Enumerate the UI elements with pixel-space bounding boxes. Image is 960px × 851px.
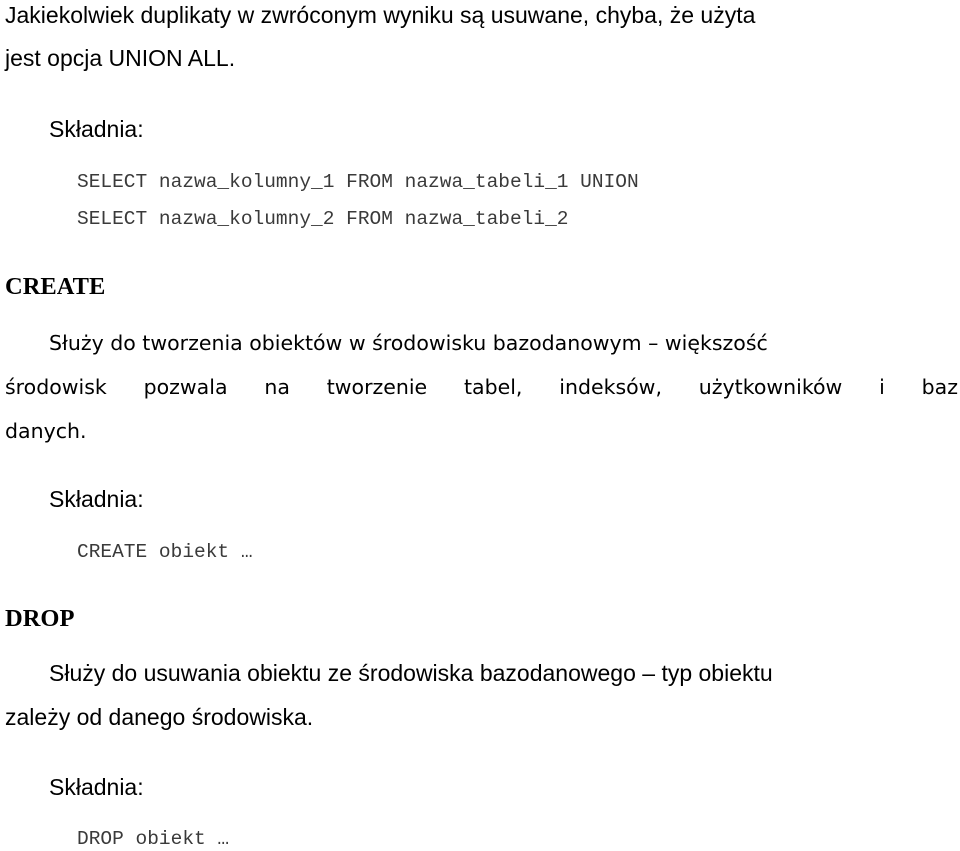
union-code-line-2: SELECT nazwa_kolumny_2 FROM nazwa_tabeli_2 [77, 208, 569, 230]
union-syntax-label: Składnia: [49, 116, 144, 142]
create-desc-line-2: środowisk pozwala na tworzenie tabel, indeksów, użytkowników i baz [5, 375, 958, 399]
union-code-line-1: SELECT nazwa_kolumny_1 FROM nazwa_tabeli_1 UNION [77, 171, 639, 193]
drop-syntax-label: Składnia: [49, 774, 144, 800]
drop-code-line: DROP obiekt … [77, 828, 230, 850]
drop-heading: DROP [5, 605, 75, 632]
drop-desc-line-2: zależy od danego środowiska. [5, 704, 314, 730]
intro-line-2: jest opcja UNION ALL. [5, 45, 236, 71]
create-desc-line-1: Służy do tworzenia obiektów w środowisku bazodanowym – większość [49, 331, 768, 355]
create-code-line: CREATE obiekt … [77, 541, 253, 563]
drop-desc-line-1: Służy do usuwania obiektu ze środowiska bazodanowego – typ obiektu [49, 660, 773, 686]
create-desc-line-3: danych. [5, 419, 87, 443]
create-syntax-label: Składnia: [49, 486, 144, 512]
intro-line-1: Jakiekolwiek duplikaty w zwróconym wyniku są usuwane, chyba, że użyta [5, 2, 756, 28]
create-heading: CREATE [5, 273, 106, 300]
